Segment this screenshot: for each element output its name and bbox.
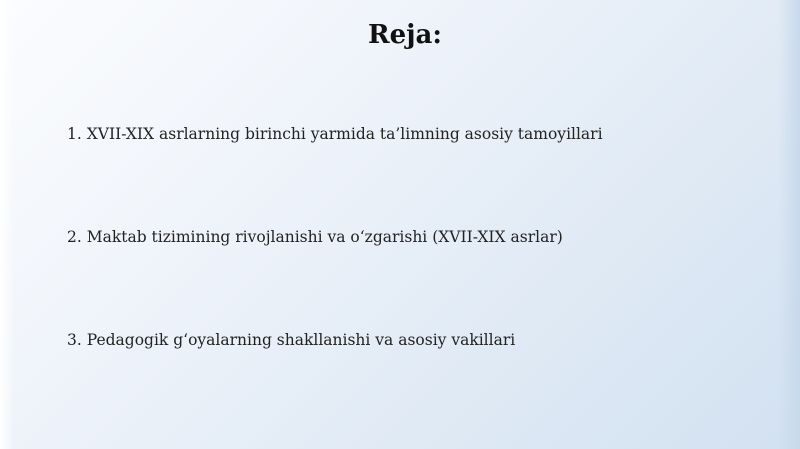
- slide-title: Reja:: [367, 20, 442, 50]
- slide-right-shade: [778, 0, 800, 449]
- plan-item-2: 2. Maktab tizimining rivojlanishi va o‘zgarishi (XVII-XIX asrlar): [67, 228, 563, 246]
- plan-item-3: 3. Pedagogik g‘oyalarning shakllanishi va asosiy vakillari: [67, 331, 516, 349]
- plan-item-1: 1. XVII-XIX asrlarning birinchi yarmida ta’limning asosiy tamoyillari: [67, 125, 603, 143]
- slide-left-highlight: [0, 0, 14, 449]
